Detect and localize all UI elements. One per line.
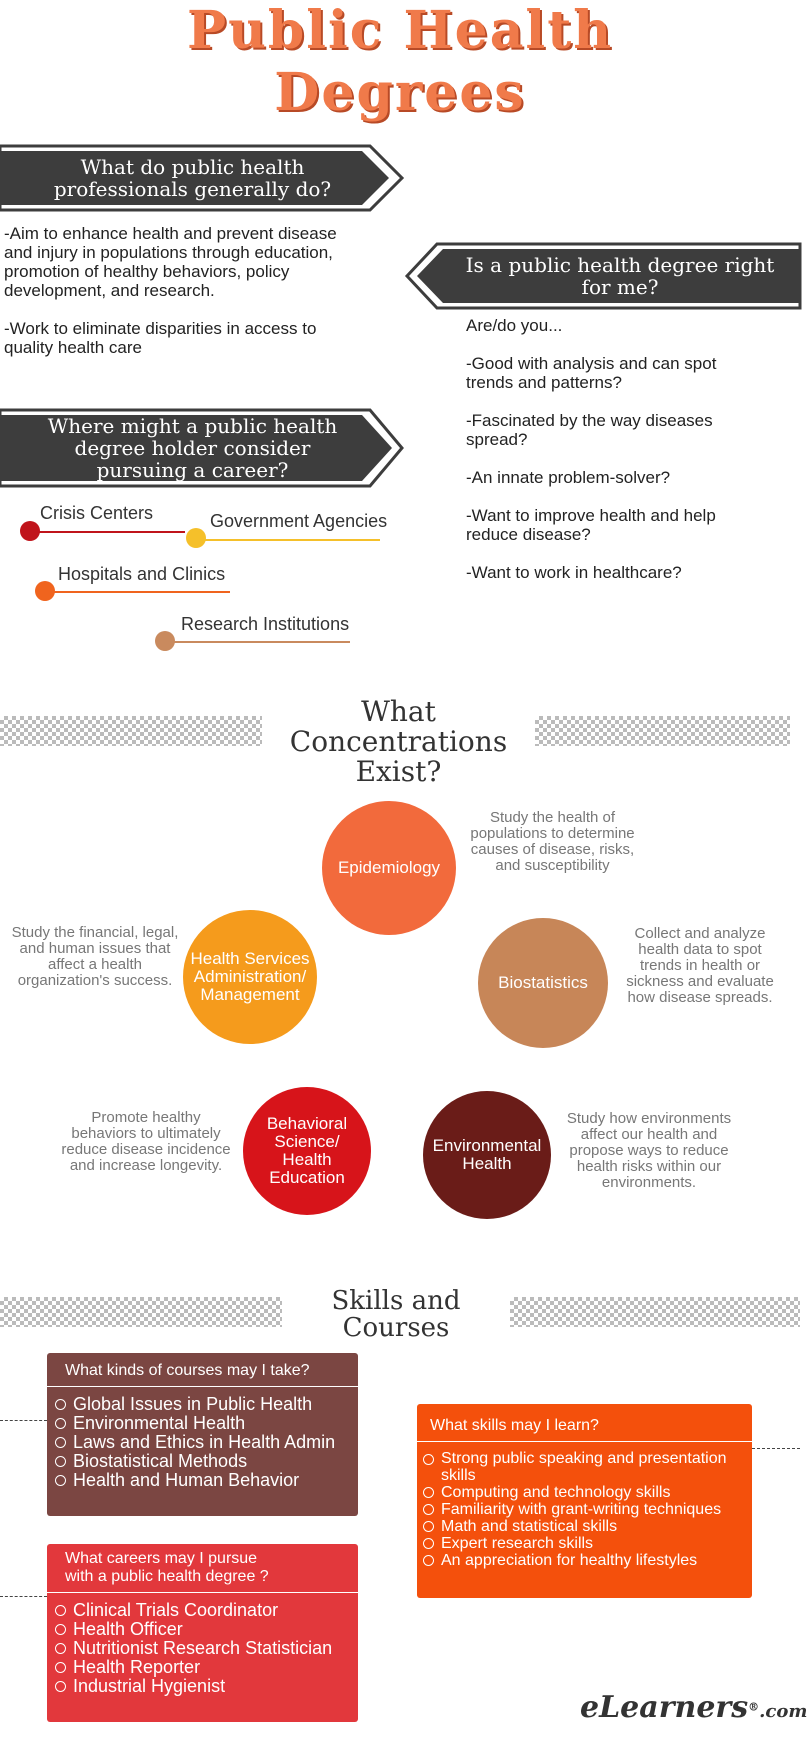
bullet-icon	[423, 1504, 434, 1515]
courses-separator	[47, 1386, 358, 1387]
careers-list	[47, 1601, 358, 1696]
concentration-health-services: Health Services Administration/ Management	[183, 910, 317, 1044]
concentration-epidemiology-desc: Study the health of populations to determine causes of disease, risks, and susceptibility	[470, 809, 635, 874]
bullet-icon	[423, 1454, 434, 1465]
career-line	[45, 591, 230, 593]
concentrations-heading: What Concentrations Exist?	[289, 695, 508, 788]
dashed-connector	[0, 1596, 47, 1597]
career-line	[165, 641, 350, 643]
list-item: An appreciation for healthy lifestyles	[423, 1552, 742, 1569]
careers-heading: What careers may I pursue with a public health degree ?	[65, 1550, 269, 1585]
title-line-1: Public Health	[186, 0, 614, 61]
skills-separator	[417, 1441, 752, 1442]
dashed-connector	[752, 1448, 800, 1449]
career-dot	[35, 581, 55, 601]
bullet-icon	[55, 1475, 66, 1486]
list-item: Expert research skills	[423, 1535, 742, 1552]
bullet-icon	[55, 1437, 66, 1448]
career-dot	[155, 631, 175, 651]
concentration-behavioral-science: Behavioral Science/ Health Education	[243, 1087, 371, 1215]
right-for-me-item: -Want to improve health and help reduce disease?	[466, 506, 716, 544]
what-do-heading: What do public health professionals generally do?	[53, 155, 332, 201]
checker-divider-right	[510, 1297, 800, 1327]
list-item: Environmental Health	[55, 1414, 348, 1433]
concentration-behavioral-science-desc: Promote healthy behaviors to ultimately reduce disease incidence and increase longevity.	[61, 1109, 231, 1174]
skills-box-heading: What skills may I learn?	[430, 1417, 599, 1434]
list-item: Health and Human Behavior	[55, 1471, 348, 1490]
career-dot	[20, 521, 40, 541]
page-title	[0, 0, 800, 124]
bullet-icon	[55, 1662, 66, 1673]
list-item: Computing and technology skills	[423, 1484, 742, 1501]
career-dot	[186, 528, 206, 548]
list-item: Global Issues in Public Health	[55, 1395, 348, 1414]
list-item: Industrial Hygienist	[55, 1677, 348, 1696]
career-crisis-centers: Crisis Centers	[40, 503, 154, 523]
right-for-me-item: -Good with analysis and can spot trends and patterns?	[466, 354, 717, 392]
concentration-health-services-desc: Study the financial, legal, and human issues that affect a health organization's success.	[11, 924, 179, 989]
career-government-agencies: Government Agencies	[210, 511, 388, 531]
checker-divider-left	[0, 1297, 282, 1327]
what-do-paragraph-2: -Work to eliminate disparities in access to quality health care	[4, 319, 317, 357]
checker-divider-left	[0, 716, 262, 746]
bullet-icon	[423, 1487, 434, 1498]
right-for-me-item: -Fascinated by the way diseases spread?	[466, 411, 713, 449]
careers-where-heading: Where might a public health degree holder consider pursuing a career?	[47, 414, 338, 482]
right-for-me-intro: Are/do you...	[466, 316, 563, 335]
list-item: Math and statistical skills	[423, 1518, 742, 1535]
careers-box	[47, 1544, 358, 1722]
skills-list	[417, 1450, 752, 1569]
title-line-2: Degrees	[274, 62, 526, 123]
list-item: Nutritionist Research Statistician	[55, 1639, 348, 1658]
elearners-logo: eLearners®.com	[580, 1690, 807, 1725]
right-for-me-heading: Is a public health degree right for me?	[465, 253, 775, 299]
careers-separator	[47, 1592, 358, 1593]
bullet-icon	[55, 1418, 66, 1429]
bullet-icon	[423, 1555, 434, 1566]
checker-divider-right	[535, 716, 790, 746]
list-item: Clinical Trials Coordinator	[55, 1601, 348, 1620]
bullet-icon	[55, 1643, 66, 1654]
what-do-paragraph-1: -Aim to enhance health and prevent disease and injury in populations through education, promotion of healthy behaviors, policy development, and research.	[4, 224, 337, 300]
concentration-environmental-health: Environmental Health	[423, 1091, 551, 1219]
bullet-icon	[55, 1399, 66, 1410]
courses-box	[47, 1353, 358, 1516]
concentration-biostatistics-desc: Collect and analyze health data to spot trends in health or sickness and evaluate how disease spreads.	[626, 925, 774, 1006]
right-for-me-item: -Want to work in healthcare?	[466, 563, 682, 582]
concentration-epidemiology: Epidemiology	[322, 801, 456, 935]
concentration-environmental-health-desc: Study how environments affect our health and propose ways to reduce health risks within our environments.	[566, 1110, 732, 1191]
list-item: Strong public speaking and presentation skills	[423, 1450, 742, 1484]
career-research-institutions: Research Institutions	[181, 614, 350, 634]
bullet-icon	[55, 1681, 66, 1692]
career-hospitals-clinics: Hospitals and Clinics	[58, 564, 226, 584]
list-item: Biostatistical Methods	[55, 1452, 348, 1471]
list-item: Familiarity with grant-writing techniques	[423, 1501, 742, 1518]
right-for-me-item: -An innate problem-solver?	[466, 468, 671, 487]
list-item: Health Reporter	[55, 1658, 348, 1677]
career-line	[195, 539, 380, 541]
bullet-icon	[423, 1521, 434, 1532]
bullet-icon	[55, 1624, 66, 1635]
list-item: Laws and Ethics in Health Admin	[55, 1433, 348, 1452]
bullet-icon	[55, 1456, 66, 1467]
list-item: Health Officer	[55, 1620, 348, 1639]
career-line	[30, 531, 185, 533]
skills-heading: Skills and Courses	[331, 1286, 461, 1343]
courses-heading: What kinds of courses may I take?	[65, 1362, 310, 1379]
courses-list	[47, 1395, 358, 1490]
concentration-biostatistics: Biostatistics	[478, 918, 608, 1048]
skills-box	[417, 1404, 752, 1598]
dashed-connector	[0, 1420, 47, 1421]
bullet-icon	[423, 1538, 434, 1549]
bullet-icon	[55, 1605, 66, 1616]
